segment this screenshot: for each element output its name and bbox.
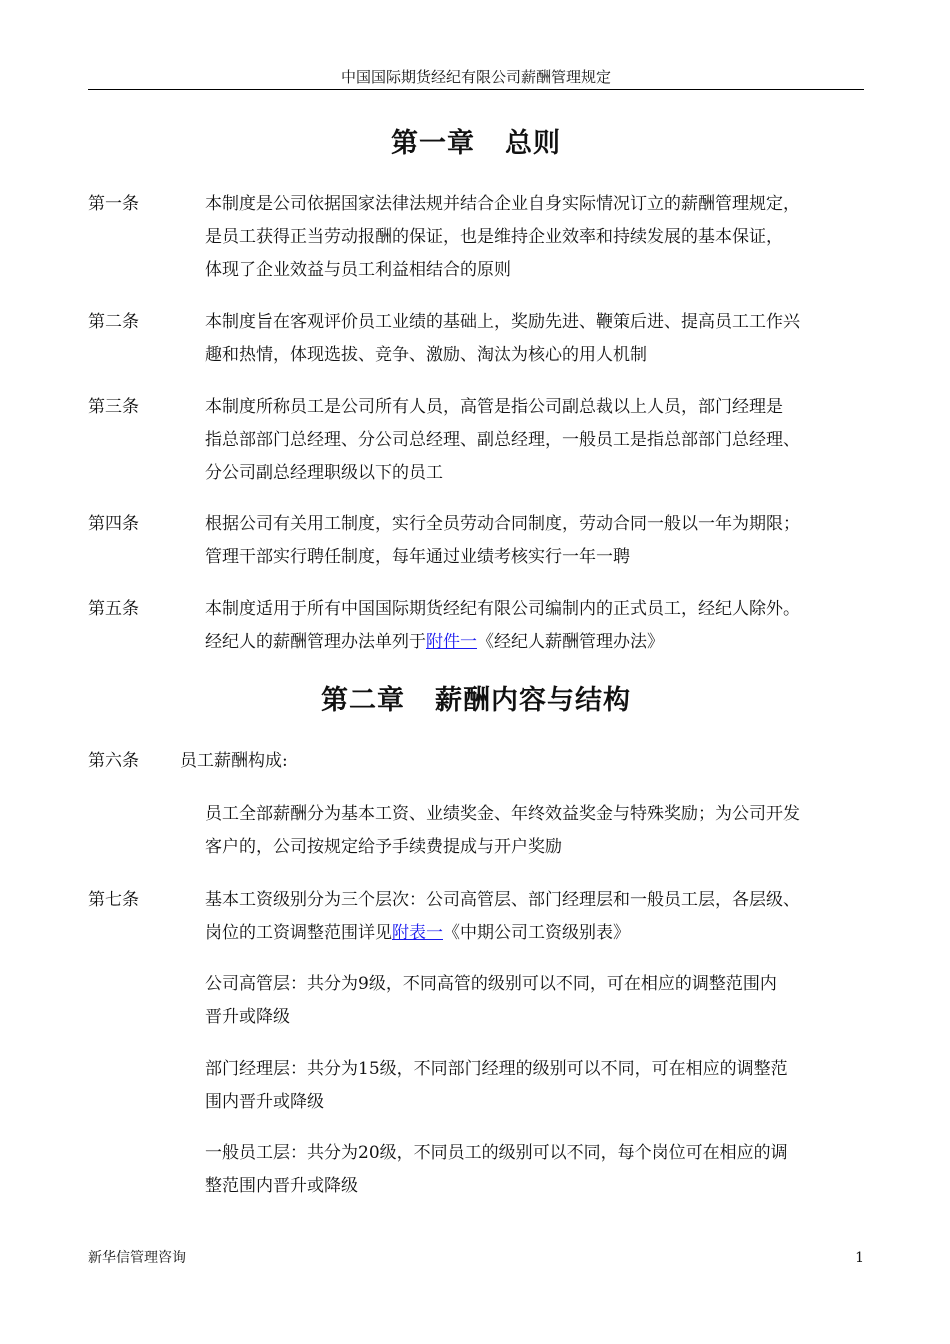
chapter-1-title: 总则 — [505, 128, 561, 159]
header-rule — [88, 89, 864, 90]
paragraph-line: 围内晋升或降级 — [205, 1092, 324, 1112]
article-line: 分公司副总经理职级以下的员工 — [205, 463, 443, 483]
chapter-2-number: 第二章 — [321, 685, 405, 716]
article-line: 管理干部实行聘任制度，每年通过业绩考核实行一年一聘 — [205, 547, 630, 567]
paragraph-line: 客户的，公司按规定给予手续费提成与开户奖励 — [205, 837, 562, 857]
chapter-2-title: 薪酬内容与结构 — [435, 685, 631, 716]
paragraph-line: 公司高管层：共分为9级，不同高管的级别可以不同，可在相应的调整范围内 — [205, 974, 777, 994]
running-header: 中国国际期货经纪有限公司薪酬管理规定 — [340, 68, 611, 86]
article-text: 《经纪人薪酬管理办法》 — [477, 632, 664, 652]
article-label: 第五条 — [88, 599, 139, 619]
page-number: 1 — [855, 1250, 864, 1266]
paragraph-line: 晋升或降级 — [205, 1007, 290, 1027]
article-text: 岗位的工资调整范围详见 — [205, 923, 392, 943]
article-6 — [88, 745, 288, 778]
article-6-paragraph — [205, 798, 875, 864]
article-label: 第一条 — [88, 194, 139, 214]
chapter-2-heading — [88, 683, 864, 719]
article-5 — [88, 593, 878, 659]
article-line: 体现了企业效益与员工利益相结合的原则 — [205, 260, 511, 280]
article-line: 趣和热情，体现选拔、竞争、激励、淘汰为核心的用人机制 — [205, 345, 647, 365]
chapter-1-number: 第一章 — [391, 128, 475, 159]
chapter-1-heading — [88, 126, 864, 162]
article-line — [205, 917, 878, 950]
article-7 — [88, 884, 878, 950]
schedule-1-link[interactable]: 附表一 — [392, 923, 443, 943]
article-2 — [88, 306, 878, 372]
executive-tier-paragraph — [205, 968, 875, 1034]
article-line: 根据公司有关用工制度，实行全员劳动合同制度，劳动合同一般以一年为期限； — [205, 514, 800, 534]
footer-company: 新华信管理咨询 — [88, 1250, 186, 1266]
manager-tier-paragraph — [205, 1053, 875, 1119]
article-1 — [88, 188, 878, 287]
paragraph-line: 整范围内晋升或降级 — [205, 1176, 358, 1196]
article-line: 本制度适用于所有中国国际期货经纪有限公司编制内的正式员工，经纪人除外。 — [205, 599, 800, 619]
article-label: 第三条 — [88, 397, 139, 417]
article-label: 第七条 — [88, 890, 139, 910]
article-label: 第二条 — [88, 312, 139, 332]
article-4 — [88, 508, 878, 574]
article-line: 基本工资级别分为三个层次：公司高管层、部门经理层和一般员工层，各层级、 — [205, 890, 800, 910]
article-line — [205, 626, 878, 659]
article-line: 是员工获得正当劳动报酬的保证，也是维持企业效率和持续发展的基本保证， — [205, 227, 783, 247]
appendix-1-link[interactable]: 附件一 — [426, 632, 477, 652]
article-line: 指总部部门总经理、分公司总经理、副总经理，一般员工是指总部部门总经理、 — [205, 430, 800, 450]
article-line: 本制度旨在客观评价员工业绩的基础上，奖励先进、鞭策后进、提高员工工作兴 — [205, 312, 800, 332]
article-line: 本制度是公司依据国家法律法规并结合企业自身实际情况订立的薪酬管理规定， — [205, 194, 800, 214]
staff-tier-paragraph — [205, 1137, 875, 1203]
article-line: 本制度所称员工是公司所有人员，高管是指公司副总裁以上人员，部门经理是 — [205, 397, 783, 417]
paragraph-line: 部门经理层：共分为15级，不同部门经理的级别可以不同，可在相应的调整范 — [205, 1059, 788, 1079]
paragraph-line: 一般员工层：共分为20级，不同员工的级别可以不同，每个岗位可在相应的调 — [205, 1143, 788, 1163]
article-text: 员工薪酬构成: — [180, 751, 288, 771]
paragraph-line: 员工全部薪酬分为基本工资、业绩奖金、年终效益奖金与特殊奖励；为公司开发 — [205, 804, 800, 824]
article-label: 第四条 — [88, 514, 139, 534]
article-text: 《中期公司工资级别表》 — [443, 923, 630, 943]
article-label: 第六条 — [88, 751, 139, 771]
article-text: 经纪人的薪酬管理办法单列于 — [205, 632, 426, 652]
article-3 — [88, 391, 878, 490]
